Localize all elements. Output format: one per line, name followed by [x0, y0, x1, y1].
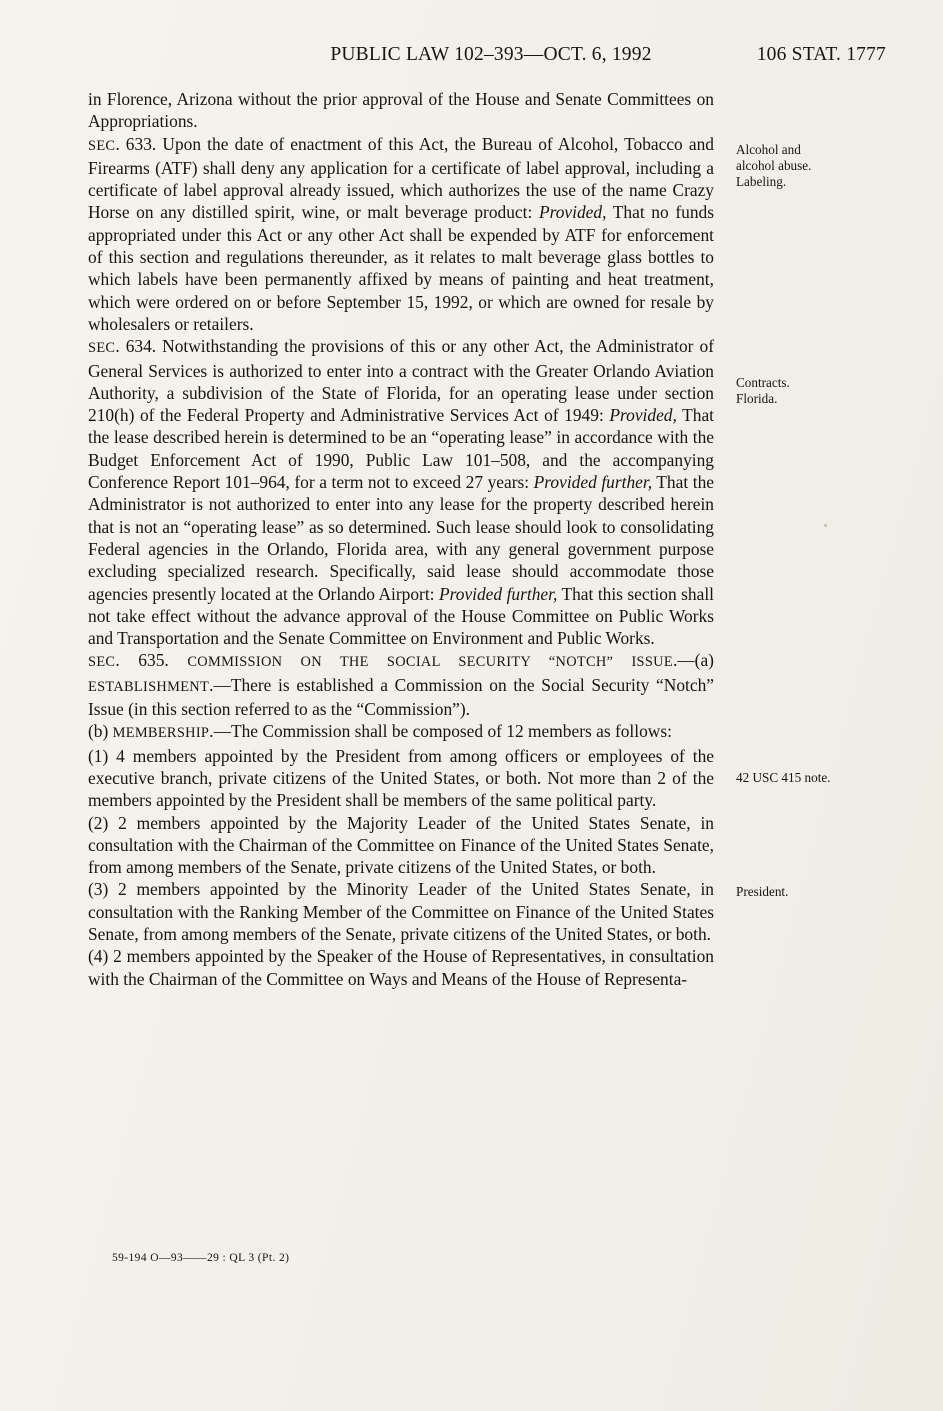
- margin-note-labeling: Labeling.: [736, 174, 787, 189]
- header-stat-line: 106 STAT. 1777: [756, 44, 886, 65]
- margin-note-alcohol-2: alcohol abuse.: [736, 158, 812, 173]
- margin-note-president: President.: [736, 884, 789, 899]
- paragraph-item-4: (4) 2 members appointed by the Speaker of the House of Representatives, in consultation with the Chairman of the Committee on Ways and Means of the House of Representa-: [88, 946, 714, 989]
- margin-note-alcohol-1: Alcohol and: [736, 142, 801, 157]
- paragraph-subsection-b: (b) MEMBERSHIP.—The Commission shall be composed of 12 members as follows:: [88, 721, 672, 742]
- paragraph-sec-633: SEC. 633. Upon the date of enactment of this Act, the Bureau of Alcohol, Tobacco and Firearms (ATF) shall deny any application for a certificate of label approval, including a certificate of label approval already issued, which authorizes the use of the name Crazy Horse on any distilled spirit, wine, or malt beverage product: Provided, That no funds appropriated under this Act or any other Act shall be expended by ATF for enforcement of this section and regulations thereunder, as it relates to malt beverage glass bottles to which labels have been permanently affixed by means of painting and heat treatment, which were ordered on or before September 15, 1992, or which are owned for resale by wholesalers or retailers.: [88, 133, 714, 334]
- paragraph-continued: in Florence, Arizona without the prior approval of the House and Senate Committees on Appropriations.: [88, 89, 714, 132]
- paragraph-item-3: (3) 2 members appointed by the Minority Leader of the United States Senate, in consultation with the Ranking Member of the Committee on Finance of the United States Senate, from among members of the Senate, private citizens of the United States, or both.: [88, 879, 714, 944]
- page-speck: [824, 524, 827, 527]
- margin-note-florida: Florida.: [736, 391, 778, 406]
- margin-note-contracts: Contracts.: [736, 375, 790, 390]
- page-header: [96, 44, 886, 66]
- main-text-column: [88, 88, 714, 990]
- paragraph-item-2: (2) 2 members appointed by the Majority Leader of the United States Senate, in consultation with the Chairman of the Committee on Finance of the United States Senate, from among members of the Senate, private citizens of the United States, or both.: [88, 812, 714, 878]
- header-law-line: PUBLIC LAW 102–393—OCT. 6, 1992: [330, 44, 652, 65]
- paragraph-item-1: (1) 4 members appointed by the President from among officers or employees of the executive branch, private citizens of the United States, or both. Not more than 2 of the members appointed by the President shall be members of the same political party.: [88, 745, 714, 811]
- margin-note-usc-citation: 42 USC 415 note.: [736, 770, 831, 785]
- paragraph-sec-634: SEC. 634. Notwithstanding the provisions of this or any other Act, the Administrator of General Services is authorized to enter into a contract with the Greater Orlando Aviation Authority, a subdivision of the State of Florida, for an operating lease under section 210(h) of the Federal Property and Administrative Services Act of 1949: Provided, That the lease described herein is determined to be an “operating lease” in accordance with the Budget Enforcement Act of 1990, Public Law 101–508, and the accompanying Conference Report 101–964, for a term not to exceed 27 years: Provided further, That the Administrator is not authorized to enter into any lease for the property described herein that is not an “operating lease” as so determined. Such lease should look to consolidating Federal agencies in the Orlando, Florida area, with any general government purpose excluding specialized research. Specifically, said lease should accommodate those agencies presently located at the Orlando Airport: Provided further, That this section shall not take effect without the advance approval of the House Committee on Public Works and Transportation and the Senate Committee on Environment and Public Works.: [88, 336, 714, 649]
- page-footer: 59-194 O—93——29 : QL 3 (Pt. 2): [112, 1252, 290, 1264]
- paragraph-sec-635: SEC. 635. COMMISSION ON THE SOCIAL SECURITY “NOTCH” ISSUE.—(a) ESTABLISHMENT.—There is established a Commission on the Social Security “Notch” Issue (in this section referred to as the “Commission”).: [88, 650, 714, 720]
